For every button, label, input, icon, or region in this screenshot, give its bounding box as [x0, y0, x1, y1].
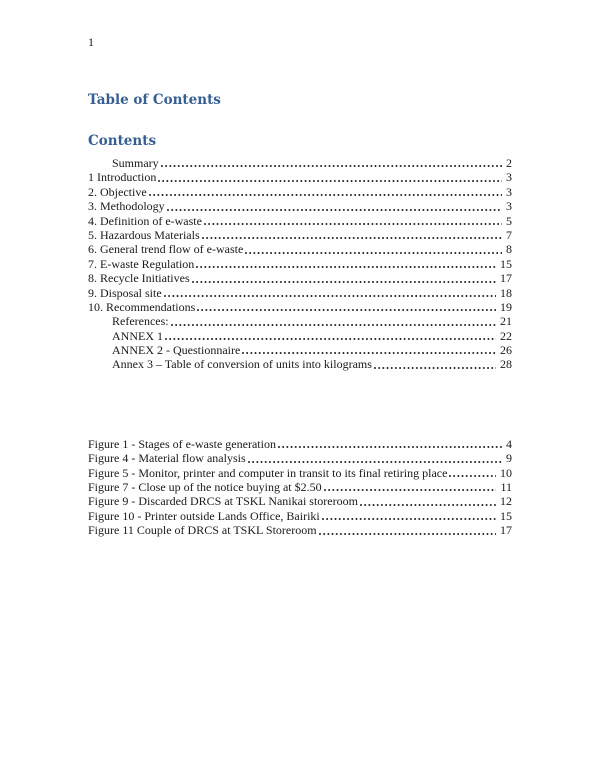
dot-leader: [204, 214, 502, 228]
toc-entry[interactable]: [88, 156, 512, 170]
toc-entry-page: 3: [506, 170, 512, 185]
toc-entry[interactable]: [88, 214, 512, 228]
figure-entry[interactable]: [88, 480, 512, 494]
toc-entry[interactable]: [88, 343, 512, 357]
toc-entry[interactable]: [88, 257, 512, 271]
dot-leader: [248, 451, 502, 465]
toc-entry-label: References:: [112, 314, 169, 329]
figure-entry-page: 10: [500, 465, 512, 480]
dot-leader: [161, 156, 502, 170]
page-number: 1: [88, 35, 94, 49]
toc-entry-page: 26: [500, 343, 512, 358]
toc-entry-page: 3: [506, 184, 512, 199]
toc-entry-page: 28: [500, 357, 512, 372]
dot-leader: [196, 257, 496, 271]
toc-entry-label: 3. Methodology: [88, 199, 165, 214]
contents-heading: Contents: [88, 133, 157, 149]
toc-entry-label: 6. General trend flow of e-waste: [88, 242, 244, 257]
figure-entry-label: Figure 1 - Stages of e-waste generation: [88, 436, 276, 451]
toc-entry-label: ANNEX 2 - Questionnaire: [112, 343, 241, 358]
toc-entry-page: 22: [500, 328, 512, 343]
figure-entry-page: 12: [500, 494, 512, 509]
toc-entry[interactable]: [88, 271, 512, 285]
dot-leader: [324, 480, 497, 494]
toc-entry-label: 10. Recommendations: [88, 299, 196, 314]
dot-leader: [242, 343, 496, 357]
figure-entry[interactable]: [88, 466, 512, 480]
toc-entry-label: 8. Recycle Initiatives: [88, 271, 190, 286]
toc-entry-label: 4. Definition of e-waste: [88, 213, 202, 228]
dot-leader: [149, 185, 502, 199]
figure-entry-label: Figure 4 - Material flow analysis: [88, 451, 246, 466]
document-title: Table of Contents: [88, 92, 221, 108]
toc-entry-page: 15: [500, 256, 512, 271]
dot-leader: [171, 314, 496, 328]
dot-leader: [374, 357, 496, 371]
figure-entry[interactable]: [88, 437, 512, 451]
toc-entry-label: 5. Hazardous Materials: [88, 227, 200, 242]
dot-leader: [449, 466, 496, 480]
figure-entry-label: Figure 9 - Discarded DRCS at TSKL Nanikai storeroom: [88, 494, 358, 509]
toc-entry-page: 21: [500, 314, 512, 329]
toc-entry-page: 18: [500, 285, 512, 300]
toc-entry-page: 2: [506, 156, 512, 170]
toc-entry-label: Annex 3 – Table of conversion of units into kilograms: [112, 357, 372, 372]
figure-entry-page: 11: [500, 480, 512, 495]
dot-leader: [278, 437, 502, 451]
toc-entry-label: 7. E-waste Regulation: [88, 256, 195, 271]
dot-leader: [245, 242, 502, 256]
dot-leader: [164, 286, 496, 300]
dot-leader: [167, 199, 502, 213]
dot-leader: [322, 509, 496, 523]
toc-entry[interactable]: [88, 314, 512, 328]
toc-entry-label: 9. Disposal site: [88, 285, 162, 300]
table-of-contents: [88, 156, 512, 372]
figure-entry-label: Figure 10 - Printer outside Lands Office, Bairiki: [88, 508, 320, 523]
figure-entry[interactable]: [88, 523, 512, 537]
toc-entry-label: 2. Objective: [88, 184, 147, 199]
toc-entry-page: 7: [506, 227, 512, 242]
toc-entry[interactable]: [88, 228, 512, 242]
toc-entry[interactable]: [88, 199, 512, 213]
toc-entry-label: 1 Introduction: [88, 170, 157, 185]
toc-entry[interactable]: [88, 242, 512, 256]
figure-entry-label: Figure 5 - Monitor, printer and computer in transit to its final retiring place: [88, 465, 448, 480]
figure-entry-label: Figure 11 Couple of DRCS at TSKL Storeroom: [88, 523, 317, 538]
dot-leader: [319, 523, 496, 537]
figure-entry[interactable]: [88, 451, 512, 465]
figure-entry[interactable]: [88, 509, 512, 523]
toc-entry[interactable]: [88, 170, 512, 184]
toc-entry[interactable]: [88, 300, 512, 314]
figure-list: [88, 437, 512, 538]
toc-entry-page: 5: [506, 213, 512, 228]
figure-entry-page: 17: [500, 523, 512, 538]
dot-leader: [197, 300, 496, 314]
toc-entry-page: 3: [506, 199, 512, 214]
toc-entry[interactable]: [88, 286, 512, 300]
toc-entry-page: 17: [500, 271, 512, 286]
figure-entry-page: 9: [506, 451, 512, 466]
dot-leader: [165, 329, 496, 343]
figure-entry-label: Figure 7 - Close up of the notice buying at $2.50: [88, 480, 322, 495]
dot-leader: [360, 494, 496, 508]
toc-entry[interactable]: [88, 329, 512, 343]
toc-entry[interactable]: [88, 357, 512, 371]
dot-leader: [202, 228, 502, 242]
toc-entry-label: ANNEX 1: [112, 328, 163, 343]
figure-entry[interactable]: [88, 494, 512, 508]
dot-leader: [192, 271, 496, 285]
dot-leader: [158, 170, 502, 184]
toc-entry[interactable]: [88, 185, 512, 199]
figure-entry-page: 15: [500, 508, 512, 523]
toc-entry-page: 8: [506, 242, 512, 257]
toc-entry-label: Summary: [112, 156, 159, 170]
toc-entry-page: 19: [500, 299, 512, 314]
figure-entry-page: 4: [506, 436, 512, 451]
